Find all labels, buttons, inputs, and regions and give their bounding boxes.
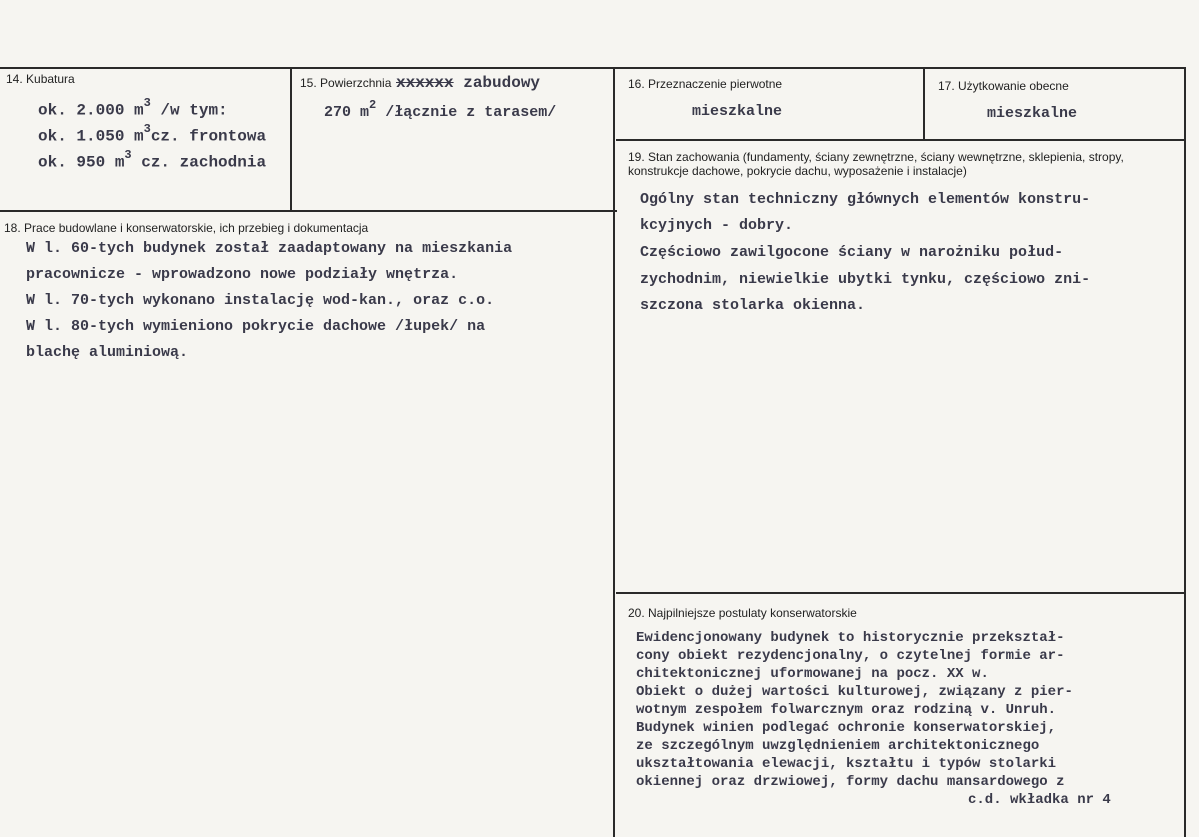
section-17-label: 17. Użytkowanie obecne	[938, 79, 1069, 93]
top-rule	[0, 67, 1186, 69]
s19-line: Ogólny stan techniczny głównych elementów konstru-	[640, 191, 1091, 208]
s19-line: kcyjnych - dobry.	[640, 217, 794, 234]
vrule-right	[1184, 67, 1186, 837]
s18-line: pracownicze - wprowadzono nowe podziały wnętrza.	[26, 266, 459, 283]
rule-19-bottom	[616, 592, 1186, 594]
vrule-center	[613, 67, 615, 837]
section-20-label: 20. Najpilniejsze postulaty konserwatorskie	[628, 606, 857, 620]
s20-line: wotnym zespołem folwarcznym oraz rodziną v. Unruh.	[636, 702, 1057, 718]
s14-line-2: ok. 1.050 $m^3cz$. frontowa	[38, 122, 267, 146]
s16-value: mieszkalne	[692, 103, 783, 120]
s20-line: okiennej oraz drzwiowej, formy dachu mansardowego z	[636, 774, 1065, 790]
s19-line: szczona stolarka okienna.	[640, 297, 866, 314]
s20-line: chitektonicznej uformowanej na pocz. XX w.	[636, 666, 989, 682]
vrule-16-17	[923, 67, 925, 141]
s20-line: Obiekt o dużej wartości kulturowej, związany z pier-	[636, 684, 1073, 700]
s18-line: W l. 80-tych wymieniono pokrycie dachowe /łupek/ na	[26, 318, 486, 335]
s20-line: Budynek winien podlegać ochronie konserwatorskiej,	[636, 720, 1057, 736]
section-18-label: 18. Prace budowlane i konserwatorskie, ich przebieg i dokumentacja	[4, 221, 369, 235]
s19-line: zychodnim, niewielkie ubytki tynku, częściowo zni-	[640, 271, 1091, 288]
s18-line: W l. 70-tych wykonano instalację wod-kan., oraz c.o.	[26, 292, 495, 309]
s15-struck-word: xxxxxx	[396, 74, 454, 92]
vrule-14-15	[290, 67, 292, 212]
s15-title-typed: xxxxxx zabudowy	[396, 74, 541, 92]
s17-value: mieszkalne	[987, 105, 1078, 122]
section-19-label: 19. Stan zachowania (fundamenty, ściany zewnętrzne, ściany wewnętrzne, sklepienia, stropy, konstrukcje dachowe, pokrycie dachu, wyposażenie i instalacje)	[628, 150, 1124, 178]
rule-14-15-bottom	[0, 210, 617, 212]
s14-line-3: ok. 950 $m^3$ cz. zachodnia	[38, 148, 267, 172]
s20-line: cony obiekt rezydencjonalny, o czytelnej formie ar-	[636, 648, 1065, 664]
section-14-label: 14. Kubatura	[6, 72, 75, 86]
s14-line-1: ok. 2.000 $m^3$ /w tym:	[38, 96, 228, 120]
section-15-label: 15. Powierzchnia	[300, 76, 392, 90]
s19-line: Częściowo zawilgocone ściany w narożniku połud-	[640, 244, 1064, 261]
s20-line: Ewidencjonowany budynek to historycznie przekształ-	[636, 630, 1065, 646]
s18-line: W l. 60-tych budynek został zaadaptowany na mieszkania	[26, 240, 513, 257]
s15-value: 270 $m^2$ /łącznie z tarasem/	[324, 98, 557, 121]
s20-footer: c.d. wkładka nr 4	[968, 792, 1111, 808]
rule-16-17-bottom	[616, 139, 1186, 141]
s20-line: ze szczególnym uwzględnieniem architektonicznego	[636, 738, 1040, 754]
s18-line: blachę aluminiową.	[26, 344, 189, 361]
s20-line: ukształtowania elewacji, kształtu i typów stolarki	[636, 756, 1057, 772]
section-16-label: 16. Przeznaczenie pierwotne	[628, 77, 783, 91]
